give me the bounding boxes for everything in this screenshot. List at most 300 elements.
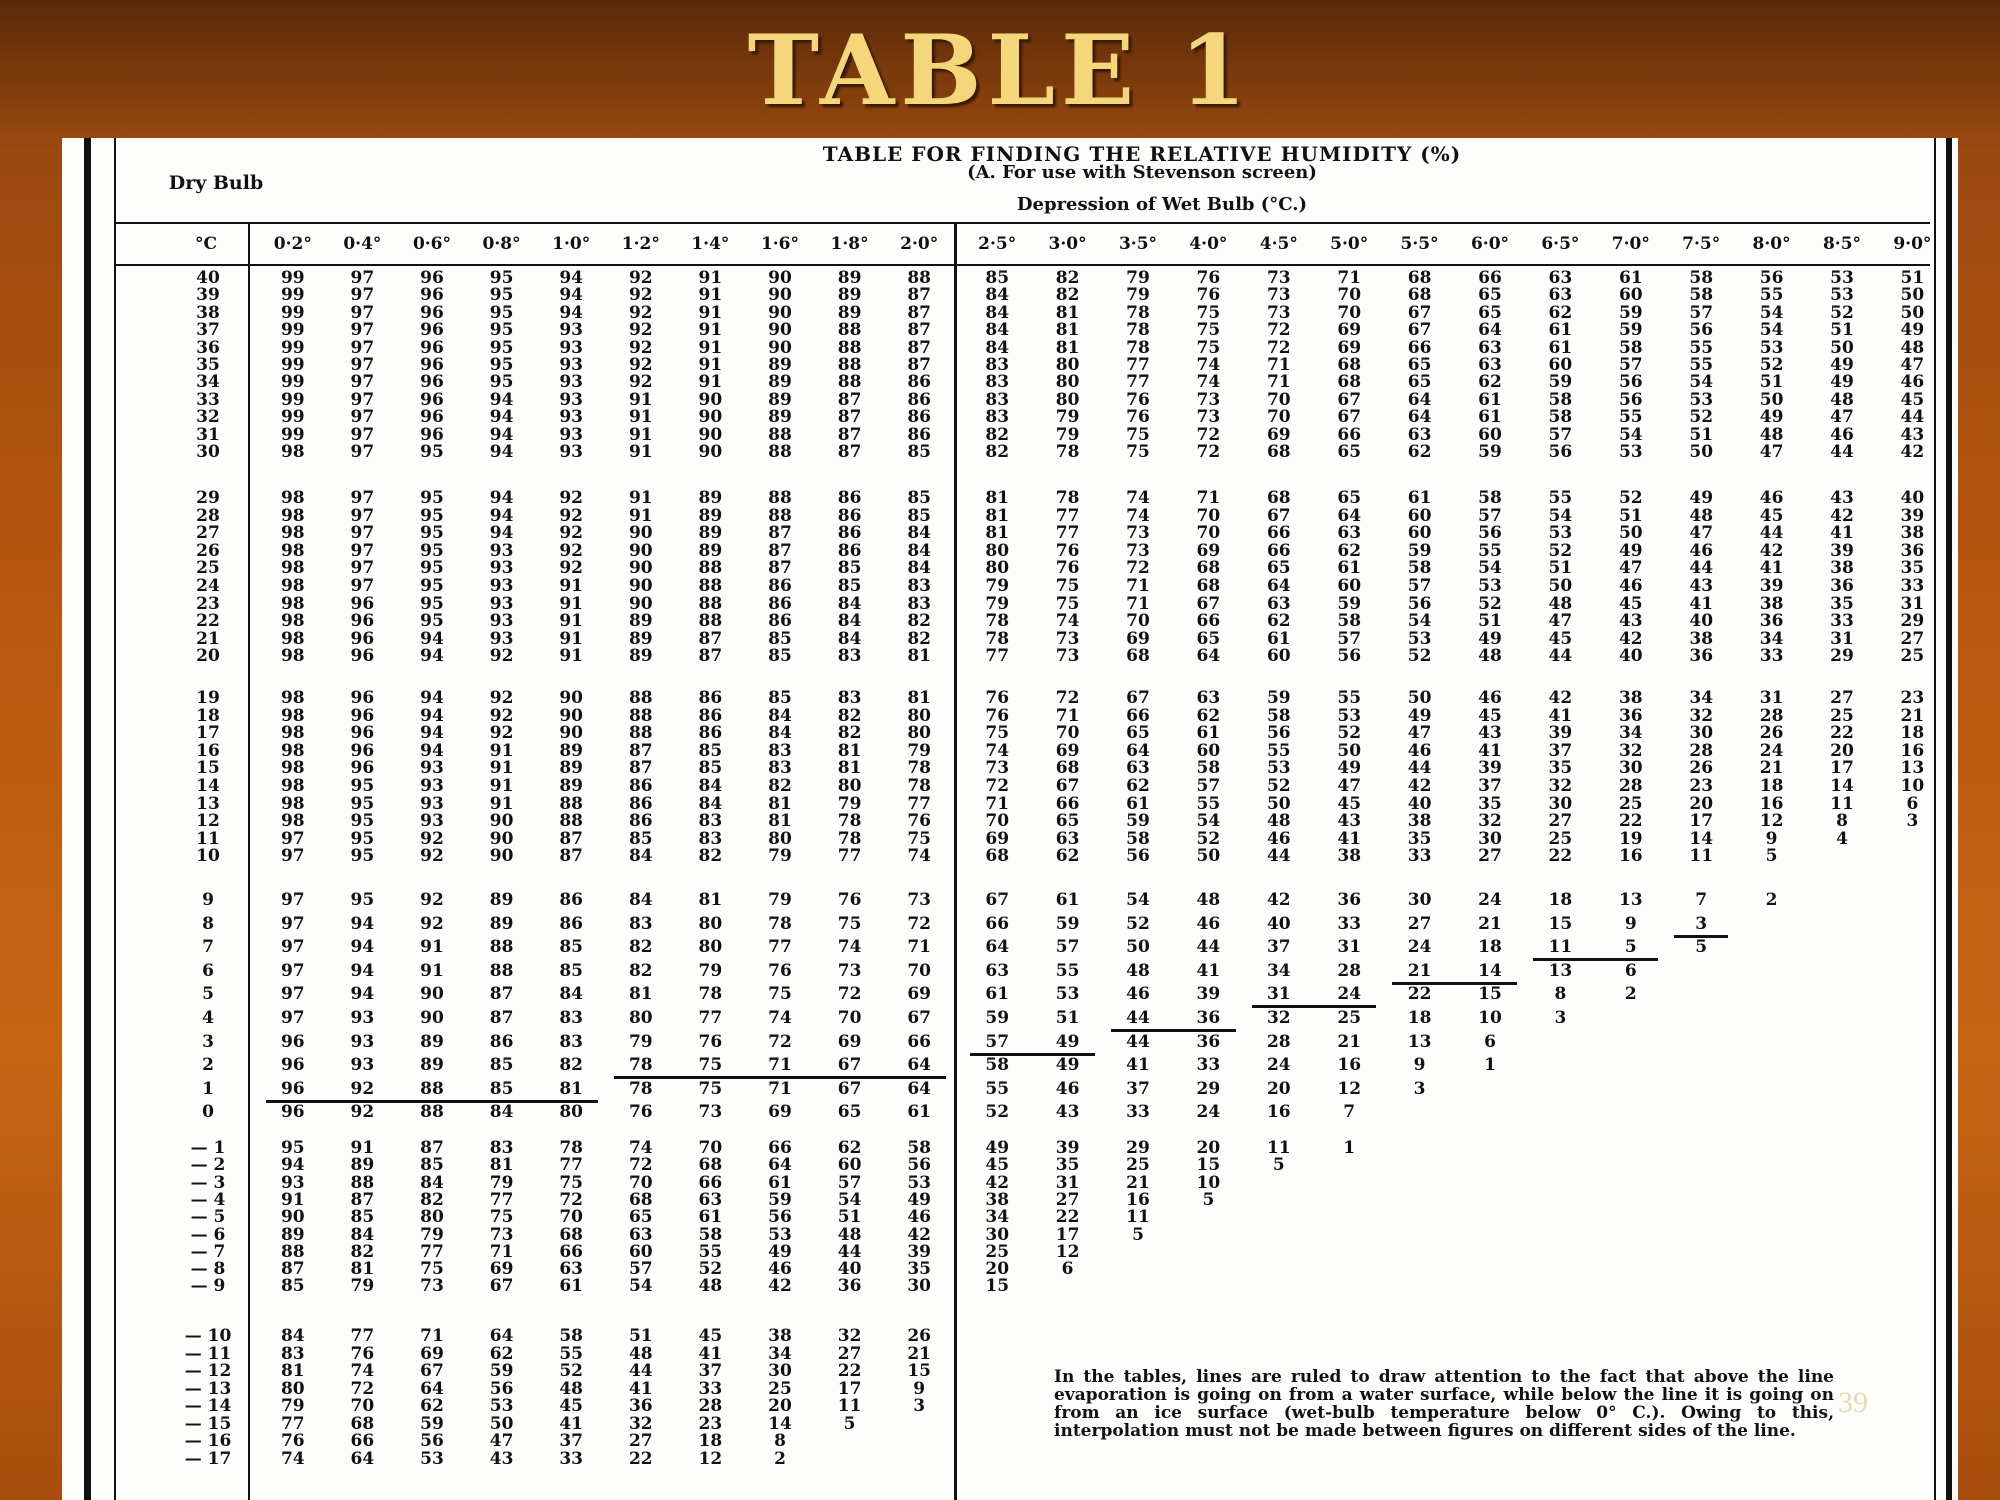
humidity-value: 80 <box>837 776 862 796</box>
humidity-value: 84 <box>907 558 932 579</box>
humidity-value: 95 <box>280 1138 305 1158</box>
humidity-value: 99 <box>280 407 305 428</box>
humidity-value: 23 <box>698 1413 723 1434</box>
humidity-value: 89 <box>350 1155 375 1176</box>
humidity-value: 92 <box>559 488 584 508</box>
humidity-value: 16 <box>1900 740 1925 761</box>
humidity-value: 64 <box>1478 320 1502 341</box>
dry-bulb-temperature: — 7 <box>190 1241 226 1262</box>
humidity-value: 96 <box>420 285 444 306</box>
humidity-value: 68 <box>985 846 1010 867</box>
humidity-value: 58 <box>907 1138 932 1158</box>
humidity-value: 50 <box>1337 740 1362 761</box>
humidity-value: 30 <box>1407 890 1432 910</box>
humidity-value: 3 <box>1695 913 1708 934</box>
humidity-value: 41 <box>698 1343 723 1364</box>
humidity-value: 79 <box>985 593 1010 614</box>
humidity-value: 97 <box>350 407 375 428</box>
humidity-value: 9 <box>913 1378 926 1399</box>
humidity-value: 88 <box>837 372 862 393</box>
humidity-value: 94 <box>420 705 444 726</box>
humidity-value: 87 <box>489 1008 514 1028</box>
humidity-value: 33 <box>1337 913 1362 934</box>
humidity-value: 8 <box>1836 811 1848 832</box>
humidity-value: 12 <box>698 1448 723 1469</box>
humidity-value: 31 <box>1266 984 1291 1005</box>
humidity-value: 97 <box>280 890 305 910</box>
humidity-value: 97 <box>350 355 375 375</box>
humidity-value: 80 <box>1055 372 1080 393</box>
humidity-value: 94 <box>489 424 514 445</box>
humidity-value: 11 <box>1126 1207 1150 1228</box>
humidity-value: 31 <box>1055 1172 1080 1193</box>
humidity-value: 22 <box>1055 1207 1080 1228</box>
humidity-value: 39 <box>1196 984 1221 1005</box>
humidity-value: 52 <box>1126 913 1150 934</box>
humidity-value: 82 <box>350 1241 375 1262</box>
humidity-value: 92 <box>628 285 653 306</box>
humidity-value: 58 <box>1337 611 1362 632</box>
humidity-value: 33 <box>698 1378 723 1399</box>
humidity-value: 24 <box>1266 1055 1291 1076</box>
humidity-value: 59 <box>985 1008 1010 1028</box>
humidity-value: 81 <box>907 688 932 708</box>
humidity-value: 12 <box>1055 1241 1080 1262</box>
dry-bulb-temperature: 21 <box>196 628 220 649</box>
humidity-value: 61 <box>907 1102 932 1123</box>
humidity-value: 95 <box>420 540 444 561</box>
humidity-value: 38 <box>1618 688 1643 708</box>
humidity-value: 95 <box>489 320 514 341</box>
humidity-value: 68 <box>350 1413 375 1434</box>
humidity-value: 97 <box>350 424 375 445</box>
humidity-value: 39 <box>1759 576 1784 596</box>
humidity-value: 63 <box>1407 424 1432 445</box>
humidity-value: 95 <box>489 337 514 358</box>
humidity-value: 70 <box>1196 505 1221 526</box>
dry-bulb-temperature: 1 <box>202 1078 214 1099</box>
humidity-value: 97 <box>350 442 375 462</box>
humidity-value: 76 <box>1055 558 1080 579</box>
humidity-value: 74 <box>1196 372 1221 393</box>
humidity-value: 78 <box>985 628 1010 649</box>
humidity-value: 78 <box>559 1138 584 1158</box>
humidity-value: 81 <box>350 1259 375 1280</box>
humidity-value: 76 <box>985 705 1010 726</box>
humidity-value: 33 <box>1126 1102 1150 1123</box>
ice-water-boundary-line <box>1674 935 1728 938</box>
humidity-value: 49 <box>1055 1055 1080 1076</box>
humidity-value: 61 <box>1618 268 1643 288</box>
humidity-value: 96 <box>420 320 444 341</box>
dry-bulb-temperature: 25 <box>196 558 220 579</box>
humidity-value: 48 <box>837 1224 862 1245</box>
humidity-value: 6 <box>1624 960 1637 981</box>
dry-bulb-temperature: 7 <box>202 937 214 958</box>
dry-bulb-temperature: 40 <box>196 268 220 288</box>
humidity-value: 61 <box>698 1207 723 1228</box>
depression-header: 1·8° <box>830 234 869 254</box>
humidity-value: 44 <box>1759 523 1784 544</box>
depression-header: 5·0° <box>1330 234 1369 254</box>
humidity-value: 98 <box>280 688 305 708</box>
humidity-value: 87 <box>768 540 792 561</box>
humidity-value: 77 <box>1126 372 1150 393</box>
humidity-value: 38 <box>1830 558 1854 579</box>
humidity-value: 39 <box>1900 505 1925 526</box>
humidity-value: 93 <box>559 424 584 445</box>
humidity-value: 60 <box>628 1241 653 1262</box>
left-border-thin <box>114 138 116 1500</box>
dry-bulb-temperature: 24 <box>196 576 220 596</box>
humidity-value: 67 <box>1337 389 1362 410</box>
humidity-value: 87 <box>420 1138 444 1158</box>
humidity-value: 54 <box>1478 558 1502 579</box>
humidity-value: 47 <box>1830 407 1854 428</box>
humidity-value: 64 <box>1407 407 1432 428</box>
humidity-value: 58 <box>985 1055 1010 1076</box>
humidity-value: 96 <box>280 1078 305 1099</box>
humidity-value: 85 <box>489 1078 514 1099</box>
humidity-value: 92 <box>628 372 653 393</box>
humidity-value: 47 <box>1759 442 1784 462</box>
humidity-value: 98 <box>280 793 305 814</box>
humidity-value: 76 <box>907 811 932 832</box>
humidity-value: 62 <box>489 1343 514 1364</box>
humidity-value: 90 <box>420 1008 444 1028</box>
humidity-value: 34 <box>1618 723 1643 744</box>
humidity-value: 88 <box>837 355 862 375</box>
humidity-value: 57 <box>1689 302 1714 323</box>
humidity-value: 87 <box>768 558 792 579</box>
humidity-value: 80 <box>768 828 792 849</box>
humidity-value: 81 <box>837 740 862 761</box>
humidity-value: 52 <box>1337 723 1362 744</box>
humidity-value: 70 <box>985 811 1010 832</box>
humidity-value: 49 <box>1478 628 1502 649</box>
humidity-value: 27 <box>1830 688 1854 708</box>
humidity-value: 75 <box>559 1172 584 1193</box>
humidity-value: 45 <box>1759 505 1784 526</box>
humidity-value: 86 <box>907 389 932 410</box>
depression-header: 2·5° <box>978 234 1017 254</box>
humidity-value: 68 <box>1266 442 1291 462</box>
humidity-value: 70 <box>559 1207 584 1228</box>
humidity-value: 50 <box>1548 576 1573 596</box>
humidity-value: 88 <box>698 576 723 596</box>
humidity-value: 96 <box>420 407 444 428</box>
humidity-value: 81 <box>768 793 792 814</box>
dry-bulb-temperature: 28 <box>196 505 220 526</box>
humidity-value: 32 <box>1689 705 1714 726</box>
humidity-value: 33 <box>559 1448 584 1469</box>
depression-header: 8·5° <box>1822 234 1862 254</box>
humidity-value: 95 <box>489 285 514 306</box>
humidity-value: 51 <box>1478 611 1502 632</box>
humidity-value: 12 <box>1759 811 1784 832</box>
humidity-value: 21 <box>1900 705 1925 726</box>
humidity-value: 99 <box>280 268 305 288</box>
humidity-value: 24 <box>1759 740 1784 761</box>
humidity-value: 67 <box>420 1361 444 1381</box>
dry-bulb-temperature: 29 <box>196 488 220 508</box>
humidity-value: 84 <box>907 523 932 544</box>
humidity-value: 87 <box>559 828 584 849</box>
humidity-value: 80 <box>1055 389 1080 410</box>
humidity-value: 86 <box>628 811 653 832</box>
humidity-value: 93 <box>559 407 584 428</box>
humidity-value: 70 <box>1337 285 1362 306</box>
humidity-value: 72 <box>1266 320 1291 341</box>
humidity-value: 89 <box>280 1224 305 1245</box>
humidity-value: 91 <box>698 320 723 341</box>
humidity-value: 78 <box>628 1078 653 1099</box>
humidity-value: 92 <box>628 355 653 375</box>
humidity-value: 38 <box>1759 593 1784 614</box>
humidity-value: 74 <box>768 1008 792 1028</box>
humidity-value: 53 <box>1055 984 1080 1005</box>
humidity-value: 51 <box>1830 320 1854 341</box>
humidity-value: 71 <box>1266 355 1291 375</box>
dry-bulb-temperature: — 6 <box>190 1224 226 1245</box>
humidity-value: 22 <box>1407 984 1432 1005</box>
humidity-value: 65 <box>1055 811 1080 832</box>
humidity-value: 58 <box>1266 705 1291 726</box>
humidity-value: 74 <box>1055 611 1080 632</box>
humidity-value: 10 <box>1196 1172 1221 1193</box>
humidity-value: 85 <box>837 576 862 596</box>
humidity-value: 85 <box>559 960 584 981</box>
humidity-value: 64 <box>1196 646 1221 667</box>
humidity-value: 38 <box>1689 628 1714 649</box>
humidity-value: 91 <box>628 407 653 428</box>
humidity-value: 27 <box>1407 913 1432 934</box>
humidity-value: 40 <box>837 1259 862 1280</box>
humidity-value: 91 <box>489 758 514 779</box>
humidity-value: 93 <box>489 540 514 561</box>
humidity-value: 86 <box>837 523 862 544</box>
humidity-value: 69 <box>985 828 1010 849</box>
humidity-value: 95 <box>420 488 444 508</box>
humidity-value: 63 <box>1337 523 1362 544</box>
humidity-value: 84 <box>489 1102 514 1123</box>
humidity-value: 83 <box>280 1343 305 1364</box>
humidity-value: 59 <box>1548 372 1573 393</box>
ice-water-boundary-line <box>614 1076 946 1079</box>
humidity-value: 21 <box>1759 758 1784 779</box>
humidity-value: 47 <box>1618 558 1643 579</box>
humidity-value: 91 <box>350 1138 375 1158</box>
humidity-value: 73 <box>837 960 862 981</box>
humidity-value: 68 <box>1407 268 1432 288</box>
dry-bulb-temperature: — 10 <box>184 1326 232 1346</box>
humidity-value: 74 <box>837 937 862 958</box>
humidity-value: 38 <box>1407 811 1432 832</box>
humidity-value: 69 <box>1266 424 1291 445</box>
humidity-value: 87 <box>698 646 723 667</box>
humidity-value: 81 <box>985 505 1010 526</box>
humidity-value: 52 <box>985 1102 1010 1123</box>
humidity-value: 97 <box>350 576 375 596</box>
humidity-value: 95 <box>420 442 444 462</box>
humidity-value: 41 <box>1830 523 1854 544</box>
humidity-value: 60 <box>1407 505 1432 526</box>
humidity-value: 27 <box>1900 628 1925 649</box>
depression-header: 0·6° <box>412 234 452 254</box>
page-number: 39 <box>1838 1386 1868 1419</box>
humidity-value: 22 <box>628 1448 653 1469</box>
humidity-value: 89 <box>628 628 653 649</box>
depression-header: 3·5° <box>1118 234 1158 254</box>
humidity-value: 15 <box>1196 1155 1221 1176</box>
humidity-value: 33 <box>1900 576 1925 596</box>
humidity-value: 81 <box>1055 320 1080 341</box>
humidity-value: 31 <box>1900 593 1925 614</box>
humidity-value: 79 <box>768 846 792 867</box>
humidity-value: 68 <box>1337 372 1362 393</box>
humidity-value: 1 <box>1484 1055 1496 1076</box>
dry-bulb-temperature: — 14 <box>184 1396 232 1416</box>
humidity-value: 91 <box>698 285 723 306</box>
humidity-value: 93 <box>280 1172 305 1193</box>
header-top-rule <box>116 222 1930 224</box>
humidity-value: 27 <box>1478 846 1502 867</box>
humidity-value: 88 <box>420 1102 444 1123</box>
humidity-value: 70 <box>1196 523 1221 544</box>
humidity-value: 75 <box>1055 576 1080 596</box>
humidity-value: 96 <box>350 611 375 632</box>
humidity-value: 54 <box>1689 372 1714 393</box>
humidity-value: 87 <box>628 740 653 761</box>
humidity-value: 78 <box>1126 320 1150 341</box>
humidity-value: 90 <box>628 540 653 561</box>
humidity-value: 90 <box>628 558 653 579</box>
humidity-value: 94 <box>559 285 584 306</box>
humidity-value: 99 <box>280 337 305 358</box>
humidity-value: 37 <box>559 1431 584 1451</box>
humidity-value: 44 <box>1407 758 1432 779</box>
humidity-value: 41 <box>1759 558 1784 579</box>
humidity-value: 59 <box>420 1413 444 1434</box>
humidity-value: 66 <box>985 913 1010 934</box>
dry-bulb-temperature: 18 <box>196 705 220 726</box>
humidity-value: 37 <box>1126 1078 1150 1099</box>
humidity-value: 65 <box>628 1207 653 1228</box>
humidity-value: 75 <box>1196 320 1221 341</box>
humidity-value: 45 <box>1478 705 1502 726</box>
humidity-value: 25 <box>1618 793 1643 814</box>
humidity-value: 62 <box>1055 846 1080 867</box>
humidity-value: 94 <box>489 389 514 410</box>
humidity-value: 86 <box>768 611 792 632</box>
humidity-value: 75 <box>1196 302 1221 323</box>
humidity-value: 93 <box>350 1008 375 1028</box>
humidity-value: 87 <box>350 1189 375 1210</box>
humidity-value: 66 <box>1266 523 1291 544</box>
humidity-value: 90 <box>768 302 792 323</box>
depression-header: 6·5° <box>1541 234 1580 254</box>
humidity-value: 8 <box>1554 984 1567 1005</box>
dry-bulb-temperature: 34 <box>196 372 220 393</box>
humidity-value: 62 <box>1478 372 1502 393</box>
humidity-value: 6 <box>1061 1259 1074 1280</box>
humidity-value: 87 <box>907 302 932 323</box>
humidity-value: 96 <box>420 355 444 375</box>
humidity-value: 41 <box>1337 828 1362 849</box>
humidity-value: 32 <box>1548 776 1573 796</box>
humidity-value: 29 <box>1196 1078 1221 1099</box>
humidity-value: 99 <box>280 285 305 306</box>
dry-bulb-temperature: 9 <box>202 890 214 910</box>
humidity-value: 60 <box>1407 523 1432 544</box>
humidity-value: 92 <box>420 828 444 849</box>
dry-bulb-temperature: 38 <box>196 302 220 323</box>
humidity-value: 16 <box>1266 1102 1291 1123</box>
humidity-value: 96 <box>350 593 375 614</box>
humidity-value: 5 <box>1272 1155 1285 1176</box>
humidity-value: 64 <box>1126 740 1150 761</box>
humidity-value: 88 <box>559 793 584 814</box>
humidity-value: 56 <box>420 1431 444 1451</box>
humidity-value: 44 <box>1830 442 1854 462</box>
humidity-value: 53 <box>1759 337 1784 358</box>
humidity-value: 72 <box>907 913 932 934</box>
humidity-value: 25 <box>1126 1155 1150 1176</box>
humidity-value: 89 <box>698 540 723 561</box>
humidity-value: 83 <box>698 811 723 832</box>
dry-bulb-temperature: 2 <box>202 1055 214 1076</box>
humidity-value: 53 <box>1407 628 1432 649</box>
humidity-value: 85 <box>559 937 584 958</box>
humidity-value: 7 <box>1695 890 1708 910</box>
humidity-value: 25 <box>768 1378 792 1399</box>
ice-water-boundary-line <box>1392 982 1517 985</box>
humidity-value: 49 <box>1407 705 1432 726</box>
humidity-value: 2 <box>1624 984 1637 1005</box>
humidity-value: 63 <box>985 960 1010 981</box>
humidity-value: 70 <box>350 1396 375 1416</box>
humidity-value: 74 <box>350 1361 375 1381</box>
humidity-value: 79 <box>628 1031 653 1052</box>
humidity-value: 27 <box>837 1343 862 1364</box>
humidity-value: 56 <box>489 1378 514 1399</box>
humidity-value: 63 <box>559 1259 584 1280</box>
humidity-value: 11 <box>1266 1138 1291 1158</box>
humidity-value: 54 <box>1407 611 1432 632</box>
humidity-value: 89 <box>420 1055 444 1076</box>
humidity-value: 10 <box>1900 776 1925 796</box>
humidity-value: 82 <box>420 1189 444 1210</box>
humidity-value: 66 <box>1126 705 1150 726</box>
humidity-value: 89 <box>768 407 792 428</box>
humidity-value: 92 <box>559 505 584 526</box>
depression-header: 5·5° <box>1400 234 1439 254</box>
humidity-value: 45 <box>1337 793 1362 814</box>
humidity-value: 41 <box>628 1378 653 1399</box>
humidity-value: 86 <box>837 488 862 508</box>
humidity-value: 81 <box>489 1155 514 1176</box>
humidity-value: 55 <box>1618 407 1643 428</box>
dry-bulb-temperature: 16 <box>196 740 220 761</box>
humidity-value: 40 <box>1407 793 1432 814</box>
humidity-value: 35 <box>1548 758 1573 779</box>
humidity-value: 66 <box>1266 540 1291 561</box>
humidity-value: 49 <box>1830 372 1854 393</box>
humidity-value: 83 <box>907 593 932 614</box>
humidity-value: 89 <box>768 389 792 410</box>
humidity-value: 71 <box>489 1241 514 1262</box>
dry-bulb-temperature: — 8 <box>190 1259 226 1280</box>
